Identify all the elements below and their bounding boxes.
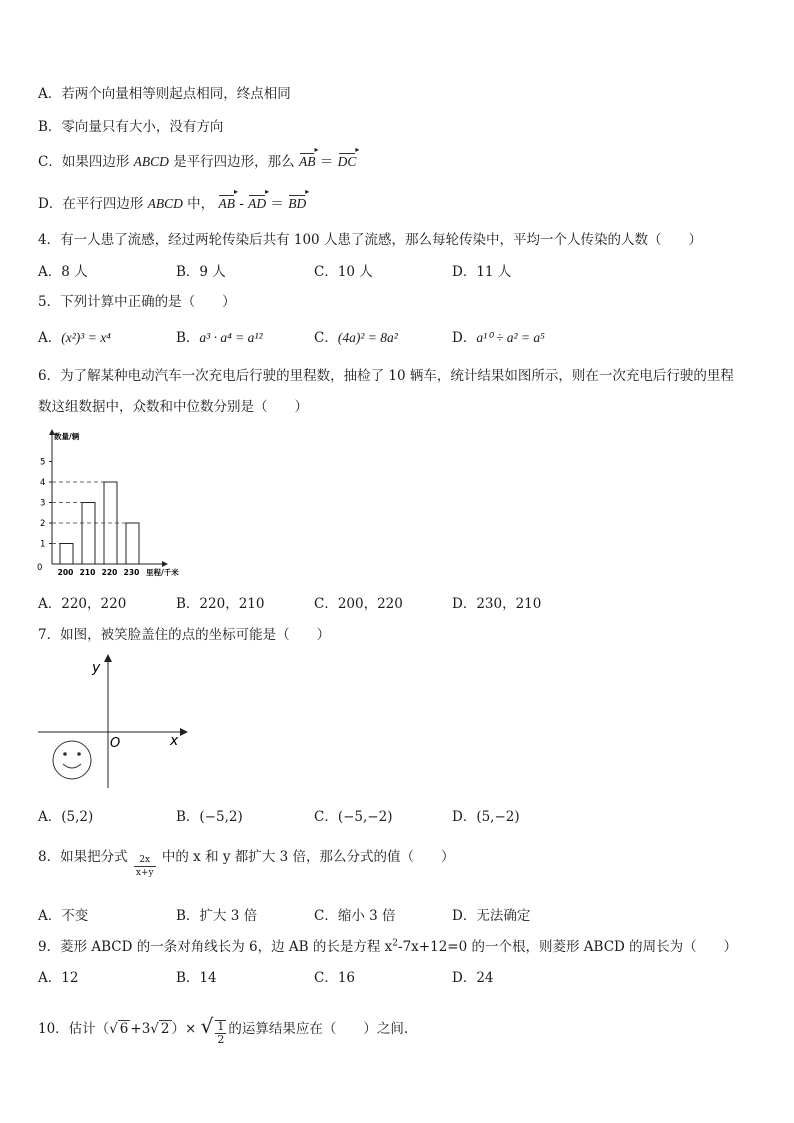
chart-y-tick: 1 [40, 539, 46, 550]
vector-dc: DC ▸ [338, 154, 357, 170]
q9-stem-pre: 9．菱形 ABCD 的一条对角线长为 6，边 AB 的长是方程 x [38, 939, 393, 955]
vector-bd: BD ▸ [288, 196, 306, 212]
q6-stem-line1: 6．为了解某种电动汽车一次充电后行驶的里程数，抽检了 10 辆车，统计结果如图所示，则在一次充电后行驶的里程 [38, 368, 734, 384]
chart-x-tick: 230 [123, 568, 140, 577]
q8-stem-pre: 8．如果把分式 [38, 849, 128, 865]
q5-d-label: D． [452, 330, 477, 346]
q3-c-eq: ＝ [319, 154, 334, 170]
q7-option-b: B．(−5,2) [176, 809, 243, 825]
q9-option-a: A．12 [38, 970, 79, 986]
q3-option-a: A．若两个向量相等则起点相同，终点相同 [38, 86, 291, 102]
q6-stem-line2: 数这组数据中，众数和中位数分别是（ ） [38, 399, 308, 415]
q9-stem [38, 935, 737, 955]
chart-bar [82, 503, 95, 565]
q10-close: ）× [171, 1021, 197, 1037]
q8-option-a: A．不变 [38, 908, 89, 924]
sqrt-icon: √ [200, 1014, 214, 1038]
vector-ad: AD ▸ [248, 196, 266, 212]
q3-option-b: B．零向量只有大小，没有方向 [38, 119, 224, 135]
q5-c-label: C． [314, 330, 338, 346]
q6-option-b: B．220，210 [176, 596, 265, 612]
q3-d-prefix: D．在平行四边形 [38, 196, 144, 212]
q10-radicand-1: 6 [119, 1021, 129, 1037]
q8-option-d: D．无法确定 [452, 908, 531, 924]
q10-fraction [215, 1020, 226, 1046]
chart-x-tick: 220 [101, 568, 118, 577]
chart-bar [60, 544, 73, 565]
q5-b-math: a³ · a⁴ = a¹² [199, 330, 263, 345]
q8-stem [38, 845, 454, 879]
sqrt-icon: √ [109, 1021, 118, 1037]
chart-x-label: 里程/千米 [146, 568, 179, 577]
y-axis-label: y [92, 660, 101, 676]
q3-d-minus: - [239, 196, 249, 212]
q9-option-d: D．24 [452, 970, 494, 986]
q8-fraction [134, 854, 156, 879]
q6-option-c: C．200，220 [314, 596, 403, 612]
q4-option-d: D．11 人 [452, 264, 512, 280]
chart-bar [126, 523, 139, 564]
q8-frac-num: 2x [134, 854, 156, 867]
q4-option-b: B．9 人 [176, 264, 226, 280]
q10-stem [38, 1014, 408, 1046]
chart-layer [37, 429, 179, 577]
q4-stem: 4．有一人患了流感，经过两轮传染后共有 100 人患了流感，那么每轮传染中，平均一个人传染的人数（ ） [38, 232, 702, 248]
q5-stem: 5．下列计算中正确的是（ ） [38, 294, 236, 310]
chart-y-label: 数量/辆 [54, 432, 80, 441]
q10-radicand-2: 2 [160, 1021, 170, 1037]
q7-stem: 7．如图，被笑脸盖住的点的坐标可能是（ ） [38, 627, 331, 643]
q6-option-d: D．230，210 [452, 596, 542, 612]
q5-a-math: (x²)³ = x⁴ [61, 330, 111, 345]
q3-d-abcd: ABCD [147, 196, 183, 211]
q5-option-d [452, 326, 545, 346]
chart-origin-label: 0 [37, 563, 43, 573]
q5-a-label: A． [38, 330, 62, 346]
q9-option-c: C．16 [314, 970, 356, 986]
x-axis-arrow-icon [180, 728, 188, 736]
q7-option-d: D．(5,−2) [452, 809, 520, 825]
chart-y-tick: 4 [40, 478, 46, 488]
vector-ab: AB ▸ [299, 154, 316, 170]
chart-x-arrow-icon [162, 561, 168, 567]
x-axis-label: x [170, 733, 179, 749]
q10-frac-den: 2 [217, 1033, 225, 1046]
chart-y-tick: 2 [40, 519, 46, 529]
q9-stem-post: -7x+12=0 的一个根，则菱形 ABCD 的周长为（ ） [398, 939, 738, 955]
q3-c-mid: 是平行四边形，那么 [173, 154, 295, 170]
q3-option-d [38, 192, 306, 212]
q6-option-a: A．220，220 [38, 596, 127, 612]
q3-c-prefix: C．如果四边形 [38, 154, 130, 170]
chart-x-tick: 200 [57, 568, 74, 577]
q9-option-b: B．14 [176, 970, 217, 986]
q4-option-c: C．10 人 [314, 264, 373, 280]
q4-option-a: A．8 人 [38, 264, 88, 280]
chart-y-tick: 5 [40, 457, 46, 468]
q5-option-b [176, 326, 263, 346]
q9-exponent: 2 [392, 938, 399, 949]
q3-c-abcd: ABCD [133, 154, 169, 169]
q7-option-a: A．(5,2) [38, 809, 94, 825]
vector-ab: AB ▸ [218, 196, 235, 212]
origin-label: O [110, 736, 121, 751]
chart-x-tick: 210 [79, 568, 96, 577]
q8-option-c: C．缩小 3 倍 [314, 908, 396, 924]
q3-option-c [38, 150, 356, 170]
q5-b-label: B． [176, 330, 200, 346]
q8-frac-den: x+y [135, 868, 154, 878]
q5-option-a [38, 326, 111, 346]
q5-d-math: a¹⁰ ÷ a² = a⁵ [476, 330, 545, 345]
mileage-bar-chart [30, 425, 200, 580]
q7-option-c: C．(−5,−2) [314, 809, 393, 825]
sqrt-icon: √ [150, 1021, 159, 1037]
y-axis-arrow-icon [104, 654, 112, 662]
q8-option-b: B．扩大 3 倍 [176, 908, 258, 924]
q8-stem-post: 中的 x 和 y 都扩大 3 倍，那么分式的值（ ） [161, 849, 455, 865]
q10-frac-num: 1 [217, 1020, 225, 1033]
coordinate-plane [30, 648, 200, 793]
q3-d-mid: 中， [187, 196, 215, 212]
q3-d-eq: ＝ [270, 196, 284, 212]
q10-stem-pre: 10．估计（ [38, 1021, 110, 1037]
q10-stem-post: 的运算结果应在（ ）之间. [228, 1021, 409, 1037]
q10-plus: +3 [130, 1021, 151, 1037]
q5-option-c [314, 326, 398, 346]
smiley-face-icon [53, 741, 91, 779]
q5-c-math: (4a)² = 8a² [337, 330, 398, 345]
chart-y-tick: 3 [40, 498, 46, 509]
